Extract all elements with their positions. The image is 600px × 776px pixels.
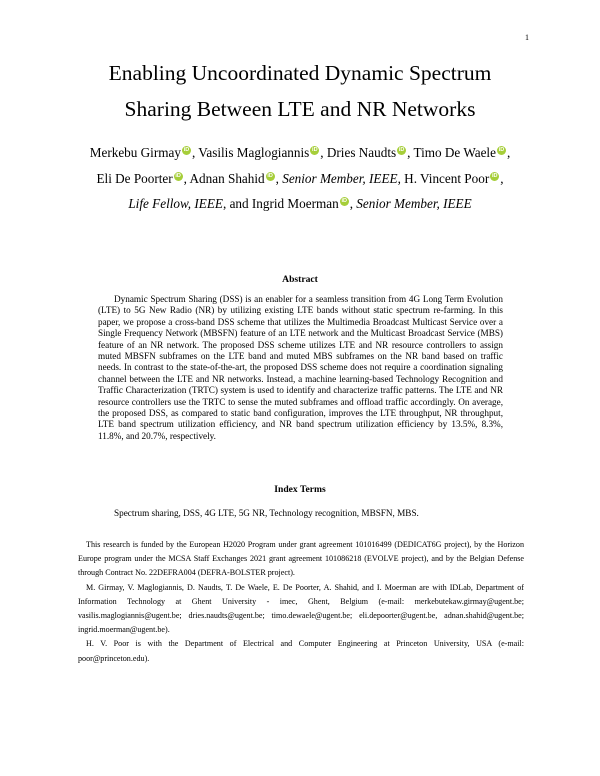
index-terms-text: Spectrum sharing, DSS, 4G LTE, 5G NR, Technology recognition, MBSFN, MBS. xyxy=(114,508,419,518)
orcid-icon[interactable]: iD xyxy=(312,147,318,153)
author-role: Senior Member, IEEE xyxy=(356,196,472,211)
index-terms-heading: Index Terms xyxy=(274,484,326,495)
footnote-affiliation-princeton: H. V. Poor is with the Department of Electrical and Computer Engineering at Princeton University, USA (e-mail: poor@princeton.edu). xyxy=(78,639,524,663)
orcid-icon[interactable]: iD xyxy=(183,147,190,153)
author-conjunction: and xyxy=(229,196,249,211)
author-role: Life Fellow, IEEE xyxy=(128,196,223,211)
author-name: Ingrid Moerman xyxy=(251,196,339,211)
orcid-icon[interactable]: iD xyxy=(341,198,347,204)
author-line-1: Merkebu Girmay iD , Vasilis Maglogiannis iD , Dries Naudts iD , Timo De Waele iD , xyxy=(89,145,511,160)
orcid-icon[interactable]: iD xyxy=(498,147,505,153)
author-list xyxy=(50,140,550,217)
footnotes xyxy=(78,538,524,666)
orcid-icon[interactable]: iD xyxy=(398,147,405,153)
footnote-affiliation-ugent: M. Girmay, V. Maglogiannis, D. Naudts, T. De Waele, E. De Poorter, A. Shahid, and I. Moerman are with IDLab, Department of Information Technology at Ghent University - imec, Ghent, Belgium (e-mail: merkebutekaw.girmay@ugent.be; vasilis.maglogiannis@ugent.be; dries.naudts@ugent.be; timo.dewaele@ugent.be; eli.depoorter@ugent.be, adnan.shahid@ugent.be; ingrid.moerman@ugent.be). xyxy=(78,582,524,635)
author-line-2: Eli De Poorter iD , Adnan Shahid iD , Senior Member, IEEE, H. Vincent Poor iD , xyxy=(96,170,504,186)
abstract-text: Dynamic Spectrum Sharing (DSS) is an enabler for a seamless transition from 4G Long Term Evolution (LTE) to 5G New Radio (NR) by utilizing existing LTE bands without static spectrum re-farming. In this paper, we propose a cross-band DSS scheme that utilizes the Multimedia Broadcast Multicast Service over a Single Frequency Network (MBSFN) feature of an LTE network and the Multicast Broadcast Service (MBS) feature of an NR network. The proposed DSS scheme utilizes LTE and NR resource controllers to assign muted MBSFN subframes on the LTE band and muted MBS subframes on the NR band based on traffic needs. In contrast to the state-of-the-art, the proposed DSS scheme does not require a coordination signaling channel between the LTE and NR networks. Instead, a machine learning-based Technology Recognition and Traffic Characterization (TRTC) system is used to identify and characterize traffic patterns. The LTE and NR resource controllers use the TRTC to sense the muted subframes and offload traffic accordingly. On average, the proposed DSS, as compared to static band configuration, improves the LTE throughput, NR throughput, LTE band spectrum utilization efficiency, and NR band spectrum utilization efficiency by 13.5%, 8.3%, 11.8%, and 20.7%, respectively. xyxy=(98,294,503,441)
footnote-funding: This research is funded by the European H2020 Program under grant agreement 101016499 (DEDICAT6G project), by the Horizon Europe program under the MCSA Staff Exchanges 2021 grant agreement 101086218 (EVOLVE project), and by the Belgian Defense through Contract No. 22DEFRA004 (DEFRA-BOLSTER project). xyxy=(78,540,524,578)
title-line-1: Enabling Uncoordinated Dynamic Spectrum xyxy=(108,61,492,85)
author-name: Adnan Shahid xyxy=(189,170,265,186)
author-name: Dries Naudts xyxy=(326,145,397,160)
orcid-icon[interactable]: iD xyxy=(491,172,498,179)
author-name: Merkebu Girmay xyxy=(89,145,181,160)
author-name: Eli De Poorter xyxy=(96,170,173,186)
author-name: H. Vincent Poor xyxy=(404,170,490,186)
author-role: Senior Member, IEEE xyxy=(282,170,398,186)
page-number: 1 xyxy=(525,33,529,42)
author-name: Timo De Waele xyxy=(413,145,496,160)
author-name: Vasilis Maglogiannis xyxy=(198,145,310,160)
abstract-heading: Abstract xyxy=(282,274,318,285)
author-line-3: Life Fellow, IEEE, and Ingrid Moerman iD , Senior Member, IEEE xyxy=(128,196,472,211)
title-line-2: Sharing Between LTE and NR Networks xyxy=(124,97,476,121)
paper-title xyxy=(0,55,600,127)
orcid-icon[interactable]: iD xyxy=(267,172,273,179)
orcid-icon[interactable]: iD xyxy=(175,172,181,179)
